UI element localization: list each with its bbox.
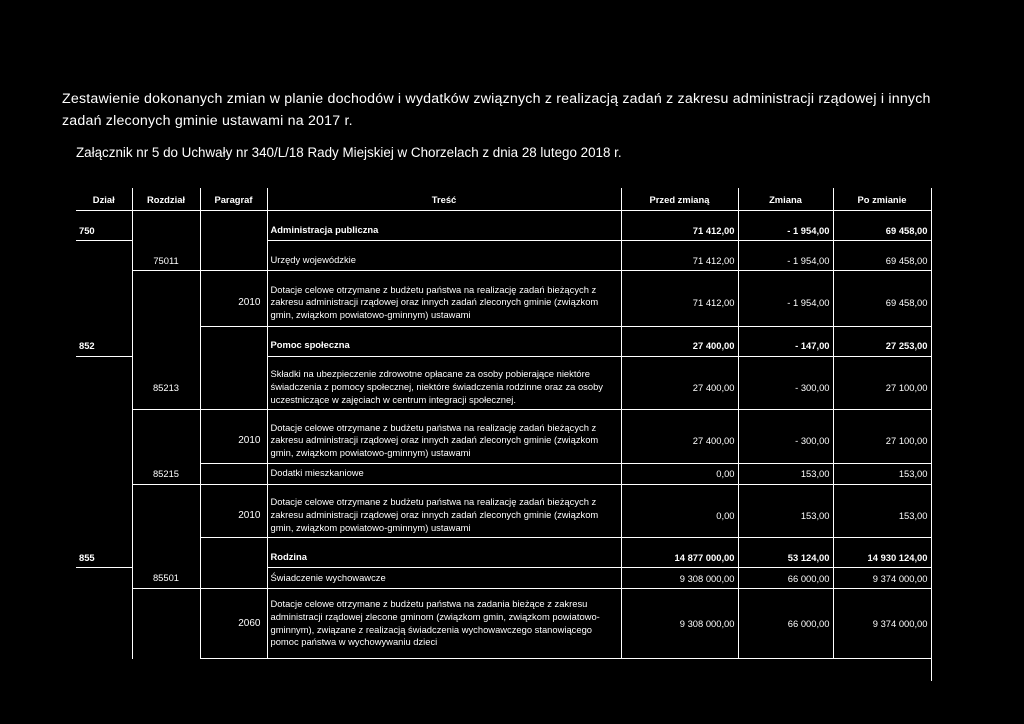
cell-rozdzial: 85213: [132, 366, 200, 410]
cell-paragraf: [200, 366, 267, 410]
cell-paragraf: [200, 547, 267, 568]
cell-tresc: Dotacje celowe otrzymane z budżetu państwa na realizację zadań bieżących z zakresu administracji rządowej oraz innych zadań zleconych gminie (związkom gmin, związkom powiatowo-gminnym) ustawami: [267, 494, 621, 538]
cell-rozdzial: [132, 336, 200, 357]
cell-paragraf: [200, 220, 267, 241]
table-row: [76, 250, 931, 271]
cell-dzial: [76, 366, 132, 410]
cell-tresc: Administracja publiczna: [267, 220, 621, 241]
cell-przed: 27 400,00: [621, 419, 738, 463]
col-header-rozdzial: Rozdział: [132, 188, 200, 211]
cell-po: 9 374 000,00: [833, 589, 931, 659]
table-row: [76, 336, 931, 357]
cell-rozdzial: [132, 547, 200, 568]
cell-dzial: 855: [76, 547, 132, 568]
cell-po: 9 374 000,00: [833, 568, 931, 589]
cell-dzial: [76, 419, 132, 463]
cell-dzial: 750: [76, 220, 132, 241]
cell-zmiana: - 1 954,00: [738, 250, 833, 271]
cell-przed: 71 412,00: [621, 280, 738, 326]
cell-zmiana: - 300,00: [738, 366, 833, 410]
cell-tresc: Pomoc społeczna: [267, 336, 621, 357]
col-header-paragraf: Paragraf: [200, 188, 267, 211]
cell-zmiana: 153,00: [738, 463, 833, 484]
cell-paragraf: 2010: [200, 494, 267, 538]
table-row: [76, 280, 931, 326]
table-row: [76, 547, 931, 568]
cell-zmiana: 153,00: [738, 494, 833, 538]
cell-rozdzial: [132, 280, 200, 326]
cell-przed: 27 400,00: [621, 336, 738, 357]
document-subtitle: Załącznik nr 5 do Uchwały nr 340/L/18 Rady Miejskiej w Chorzelach z dnia 28 lutego 2018 r.: [76, 145, 622, 160]
cell-tresc: Dotacje celowe otrzymane z budżetu państwa na realizację zadań bieżących z zakresu administracji rządowej oraz innych zadań zleconych gminie (związkom gmin, związkom powiatowo-gminnym) ustawami: [267, 280, 621, 326]
cell-po: 153,00: [833, 463, 931, 484]
cell-po: 69 458,00: [833, 220, 931, 241]
table-row: [76, 589, 931, 659]
cell-po: 27 253,00: [833, 336, 931, 357]
cell-dzial: [76, 568, 132, 589]
cell-rozdzial: [132, 494, 200, 538]
cell-przed: 9 308 000,00: [621, 589, 738, 659]
cell-po: 153,00: [833, 494, 931, 538]
cell-przed: 0,00: [621, 494, 738, 538]
cell-po: 69 458,00: [833, 250, 931, 271]
cell-paragraf: 2010: [200, 419, 267, 463]
cell-tresc: Rodzina: [267, 547, 621, 568]
budget-changes-table: [76, 188, 932, 681]
cell-rozdzial: 85215: [132, 463, 200, 484]
cell-przed: 27 400,00: [621, 366, 738, 410]
table-row: [76, 494, 931, 538]
cell-paragraf: 2060: [200, 589, 267, 659]
cell-zmiana: - 147,00: [738, 336, 833, 357]
col-header-przed: Przed zmianą: [621, 188, 738, 211]
cell-tresc: Składki na ubezpieczenie zdrowotne opłacane za osoby pobierające niektóre świadczenia z pomocy społecznej, niektóre świadczenia rodzinne oraz za osoby uczestniczące w zajęciach w centrum integracji społecznej.: [267, 366, 621, 410]
cell-zmiana: - 1 954,00: [738, 280, 833, 326]
cell-dzial: 852: [76, 336, 132, 357]
cell-po: 27 100,00: [833, 366, 931, 410]
table-row: [76, 463, 931, 484]
cell-tresc: Dotacje celowe otrzymane z budżetu państwa na realizację zadań bieżących z zakresu administracji rządowej oraz innych zadań zleconych gminie (związkom gmin, związkom powiatowo-gminnym) ustawami: [267, 419, 621, 463]
cell-przed: 0,00: [621, 463, 738, 484]
cell-rozdzial: [132, 419, 200, 463]
document-title: Zestawienie dokonanych zmian w planie dochodów i wydatków związnych z realizacją zadań z zakresu administracji rządowej i innych zadań zleconych gminie ustawami na 2017 r.: [62, 91, 931, 129]
table-header-row: [76, 188, 931, 211]
cell-rozdzial: [132, 589, 200, 659]
table-row: [76, 220, 931, 241]
cell-zmiana: 66 000,00: [738, 568, 833, 589]
cell-paragraf: [200, 463, 267, 484]
cell-po: 14 930 124,00: [833, 547, 931, 568]
cell-po: 27 100,00: [833, 419, 931, 463]
cell-tresc: Urzędy wojewódzkie: [267, 250, 621, 271]
cell-dzial: [76, 494, 132, 538]
col-header-po: Po zmianie: [833, 188, 931, 211]
cell-paragraf: [200, 336, 267, 357]
cell-przed: 14 877 000,00: [621, 547, 738, 568]
cell-zmiana: 53 124,00: [738, 547, 833, 568]
cell-przed: 71 412,00: [621, 250, 738, 271]
cell-rozdzial: [132, 220, 200, 241]
cell-zmiana: - 1 954,00: [738, 220, 833, 241]
cell-dzial: [76, 463, 132, 484]
cell-paragraf: [200, 568, 267, 589]
cell-tresc: Dotacje celowe otrzymane z budżetu państwa na zadania bieżące z zakresu administracji rządowej zlecone gminom (związkom gmin, związkom powiatowo-gminnym), związane z realizacją świadczenia wychowawczego stanowiącego pomoc państwa w wychowywaniu dzieci: [267, 589, 621, 659]
cell-przed: 9 308 000,00: [621, 568, 738, 589]
cell-zmiana: 66 000,00: [738, 589, 833, 659]
cell-dzial: [76, 589, 132, 659]
cell-rozdzial: 85501: [132, 568, 200, 589]
col-header-zmiana: Zmiana: [738, 188, 833, 211]
table-row: [76, 366, 931, 410]
cell-paragraf: [200, 250, 267, 271]
cell-tresc: Dodatki mieszkaniowe: [267, 463, 621, 484]
cell-przed: 71 412,00: [621, 220, 738, 241]
table-row: [76, 419, 931, 463]
col-header-dzial: Dział: [76, 188, 132, 211]
table-row: [76, 568, 931, 589]
cell-tresc: Świadczenie wychowawcze: [267, 568, 621, 589]
cell-dzial: [76, 250, 132, 271]
cell-po: 69 458,00: [833, 280, 931, 326]
cell-zmiana: - 300,00: [738, 419, 833, 463]
cell-rozdzial: 75011: [132, 250, 200, 271]
cell-dzial: [76, 280, 132, 326]
col-header-tresc: Treść: [267, 188, 621, 211]
cell-paragraf: 2010: [200, 280, 267, 326]
